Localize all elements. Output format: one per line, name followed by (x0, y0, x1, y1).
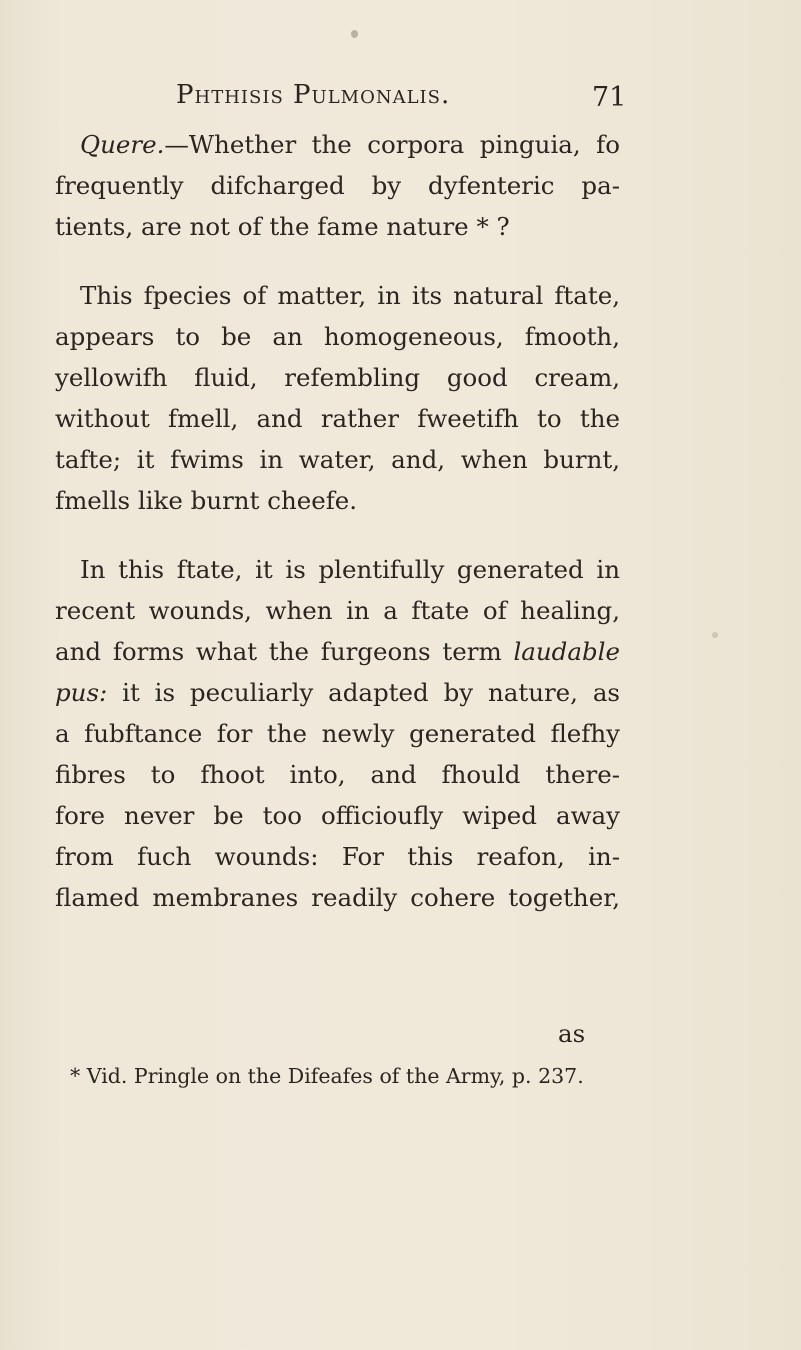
italic-lead: Quere. (80, 130, 165, 159)
text-line (55, 672, 620, 713)
page-header (176, 80, 636, 120)
text-line: recent wounds, when in a ftate of healing, (55, 596, 620, 625)
italic-lead: pus: (55, 678, 108, 707)
text-line: without fmell, and rather fweetifh to the (55, 404, 620, 433)
text-line (55, 124, 620, 165)
paper-spot (351, 30, 358, 38)
text-line: tafte; it fwims in water, and, when burnt, (55, 445, 620, 474)
text-line: fmells like burnt cheefe. (55, 486, 358, 515)
text-line: from fuch wounds: For this reafon, in- (55, 842, 620, 871)
footnote: * Vid. Pringle on the Difeafes of the Army, p. 237. (70, 1064, 584, 1088)
line-text: —Whether the corpora pinguia, fo (164, 130, 620, 159)
text-line: a fubftance for the newly generated flefhy (55, 719, 620, 748)
page-number: 71 (592, 82, 627, 113)
line-text: it is peculiarly adapted by nature, as (107, 678, 620, 707)
text-line: In this ftate, it is plentifully generated in (80, 555, 620, 584)
catchword: as (558, 1019, 586, 1048)
text-line: fore never be too officioufly wiped away (55, 801, 620, 830)
text-line: fibres to fhoot into, and fhould there- (55, 760, 620, 789)
text-line: flamed membranes readily cohere together, (55, 883, 620, 912)
line-text: and forms what the furgeons term (55, 637, 502, 666)
paper-spot (712, 632, 718, 638)
italic-trail: laudable (513, 637, 620, 666)
text-line: frequently difcharged by dyfenteric pa- (55, 171, 620, 200)
body-text (55, 124, 620, 918)
running-head: Phthisis Pulmonalis. (176, 80, 451, 110)
text-line: This fpecies of matter, in its natural ftate, (80, 281, 620, 310)
text-line: tients, are not of the fame nature * ? (55, 212, 510, 241)
text-line (55, 631, 620, 672)
text-line: yellowifh fluid, refembling good cream, (55, 363, 620, 392)
text-line: appears to be an homogeneous, fmooth, (55, 322, 620, 351)
